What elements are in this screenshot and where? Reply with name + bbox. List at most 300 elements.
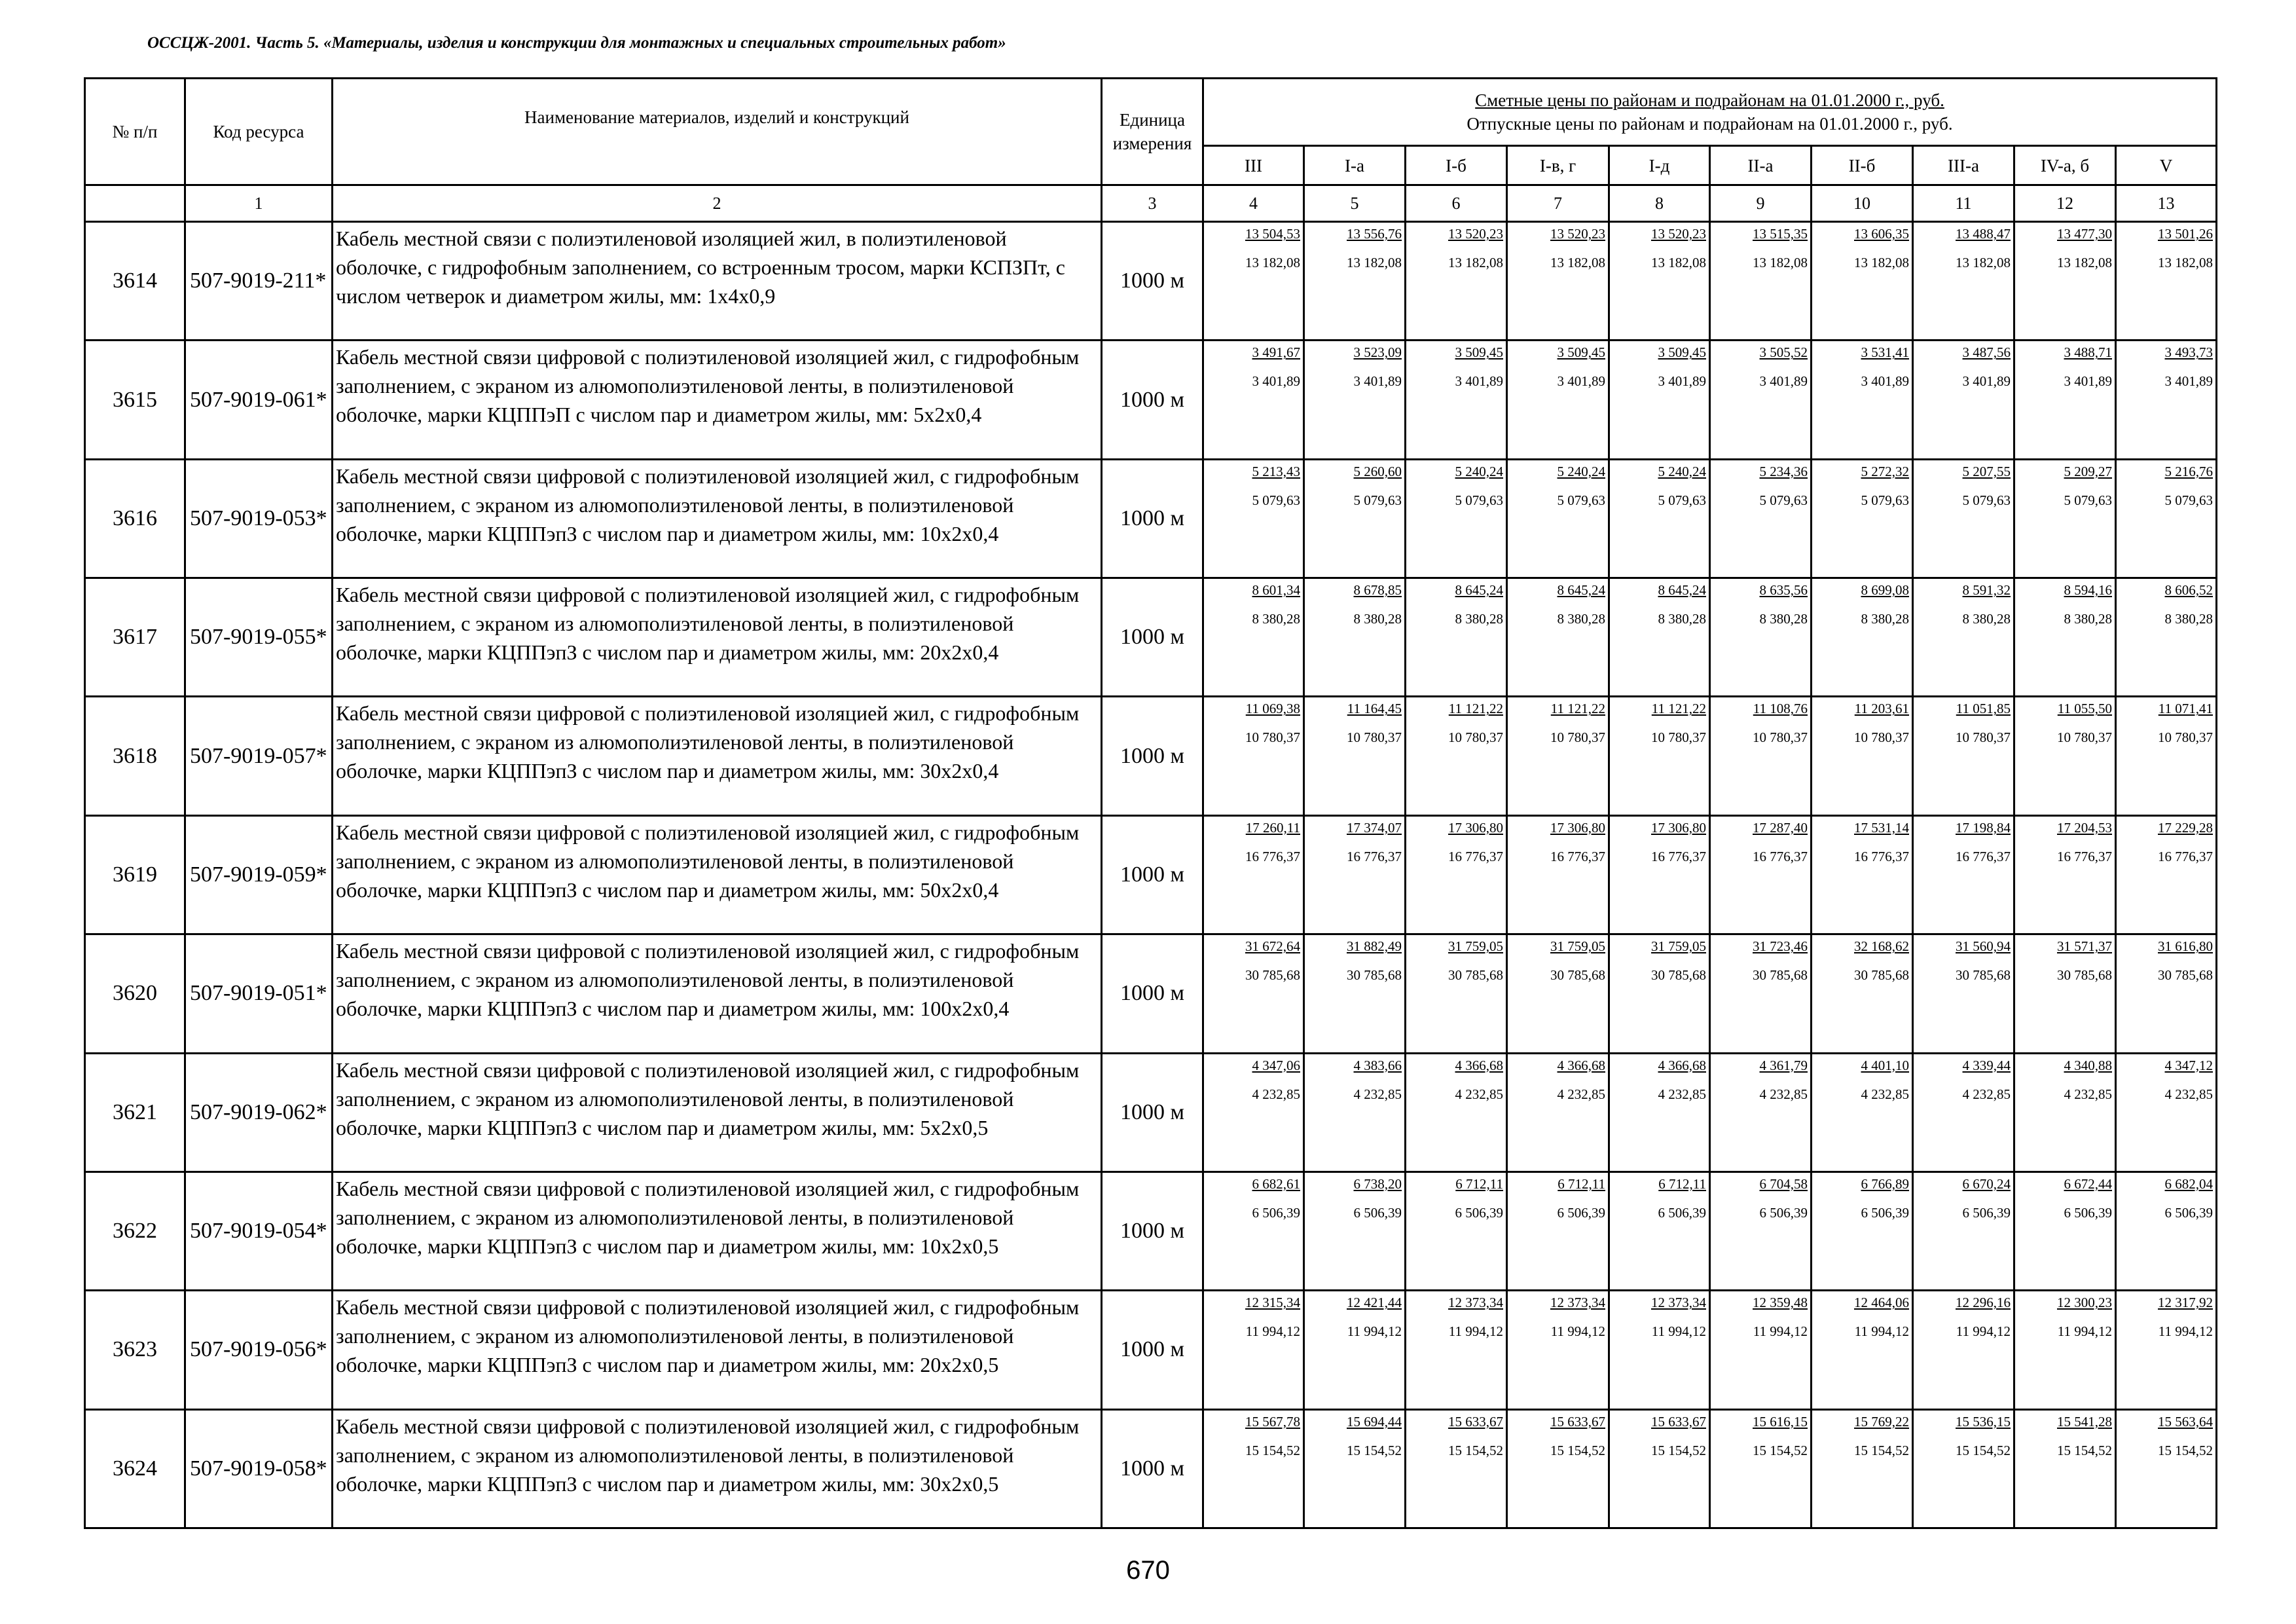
row-number: 3623 [85,1291,185,1409]
price-cell [2014,1053,2116,1172]
material-name: Кабель местной связи цифровой с полиэтиленовой изоляцией жил, с гидрофобным заполнением, с экраном из алюмополиэтиленовой ленты, в полиэтиленовой оболочке, марки КЦППэпЗ с числом пар и диаметром жилы, мм: 10х2х0,5 [333,1172,1102,1290]
unit-of-measure: 1000 м [1102,459,1203,578]
estimate-price: 12 373,34 [1550,1295,1605,1311]
release-price: 30 785,68 [1347,967,1402,984]
row-number: 3622 [85,1172,185,1290]
estimate-price: 11 203,61 [1854,701,1909,717]
estimate-price: 4 366,68 [1455,1057,1503,1073]
estimate-price: 4 366,68 [1557,1057,1605,1073]
header-resource-code: Код ресурса [185,79,333,185]
estimate-price: 13 504,53 [1245,226,1300,242]
release-price: 16 776,37 [1854,848,1909,864]
price-cell [1507,1053,1609,1172]
unit-of-measure: 1000 м [1102,1053,1203,1172]
release-price: 15 154,52 [1245,1442,1300,1458]
column-index: 2 [333,185,1102,222]
price-cell [1304,1291,1406,1409]
row-number: 3624 [85,1409,185,1528]
release-price: 4 232,85 [1353,1086,1402,1102]
release-price: 13 182,08 [1651,255,1706,270]
table-row [85,222,2217,341]
price-cell [1203,815,1304,934]
estimate-price: 12 300,23 [2057,1295,2112,1311]
price-cell [1203,697,1304,815]
release-price: 10 780,37 [1245,729,1300,746]
estimate-price: 31 759,05 [1550,938,1605,955]
release-price: 10 780,37 [1956,729,2011,746]
price-cell [1913,1409,2014,1528]
estimate-price: 31 723,46 [1753,938,1808,955]
estimate-price: 31 882,49 [1347,938,1402,955]
estimate-price: 5 240,24 [1557,463,1605,479]
price-cell [1913,815,2014,934]
price-cell [1710,1291,1812,1409]
release-price: 11 994,12 [1448,1323,1503,1340]
price-cell [1710,578,1812,697]
price-cell [1913,1291,2014,1409]
estimate-price: 17 198,84 [1956,819,2011,836]
estimate-price: 17 287,40 [1753,819,1808,836]
estimate-price: 12 421,44 [1347,1295,1402,1311]
price-cell [1609,459,1710,578]
price-cell [1203,1291,1304,1409]
estimate-price: 4 340,88 [2064,1057,2112,1073]
release-price: 5 079,63 [1658,492,1706,508]
unit-of-measure: 1000 м [1102,341,1203,459]
price-cell [1203,1409,1304,1528]
release-price: 11 994,12 [1854,1323,1909,1340]
column-index: 6 [1406,185,1507,222]
material-name: Кабель местной связи цифровой с полиэтиленовой изоляцией жил, с гидрофобным заполнением, с экраном из алюмополиэтиленовой ленты, в полиэтиленовой оболочке, марки КЦППэпЗ с числом пар и диаметром жилы, мм: 10х2х0,4 [333,459,1102,578]
unit-of-measure: 1000 м [1102,815,1203,934]
price-cell [1304,341,1406,459]
table-row [85,934,2217,1053]
table-row [85,1409,2217,1528]
row-number: 3616 [85,459,185,578]
estimate-price: 12 315,34 [1245,1295,1300,1311]
column-index: 8 [1609,185,1710,222]
estimate-price: 8 594,16 [2064,582,2112,599]
price-cell [1812,222,1913,341]
release-price: 10 780,37 [1448,729,1503,746]
price-cell [2014,341,2116,459]
price-cell [1710,222,1812,341]
estimate-price: 15 633,67 [1448,1413,1503,1430]
row-number: 3614 [85,222,185,341]
release-price: 5 079,63 [1353,492,1402,508]
material-name: Кабель местной связи цифровой с полиэтиленовой изоляцией жил, с гидрофобным заполнением, с экраном из алюмополиэтиленовой ленты, в полиэтиленовой оболочке, марки КЦППэП с числом пар и диаметром жилы, мм: 5х2х0,4 [333,341,1102,459]
release-price: 16 776,37 [1245,848,1300,864]
estimate-price: 15 541,28 [2057,1413,2112,1430]
estimate-price: 8 591,32 [1962,582,2011,599]
release-price: 16 776,37 [2158,848,2213,864]
release-price: 16 776,37 [1753,848,1808,864]
release-price: 10 780,37 [2057,729,2112,746]
price-cell [1609,934,1710,1053]
price-cell [1507,341,1609,459]
estimate-price: 4 366,68 [1658,1057,1706,1073]
release-price: 13 182,08 [2158,255,2213,270]
column-index: 13 [2116,185,2217,222]
release-price: 4 232,85 [2164,1086,2213,1102]
release-price: 15 154,52 [2057,1442,2112,1458]
header-estimate-prices: Сметные цены по районам и подрайонам на 01.01.2000 г., руб. [1475,90,1944,110]
estimate-price: 8 606,52 [2164,582,2213,599]
release-price: 16 776,37 [1550,848,1605,864]
price-cell [1507,222,1609,341]
estimate-price: 6 670,24 [1962,1175,2011,1192]
price-cell [2116,934,2217,1053]
price-cell [1507,1291,1609,1409]
estimate-price: 3 488,71 [2064,344,2112,361]
unit-of-measure: 1000 м [1102,934,1203,1053]
release-price: 6 506,39 [1861,1204,1909,1221]
estimate-price: 5 209,27 [2064,463,2112,479]
estimate-price: 6 766,89 [1861,1175,1909,1192]
release-price: 8 380,28 [1557,611,1605,627]
price-cell [2116,1409,2217,1528]
price-cell [1304,1172,1406,1290]
price-cell [1203,578,1304,697]
price-cell [1812,1053,1913,1172]
release-price: 8 380,28 [1658,611,1706,627]
price-cell [1406,1291,1507,1409]
price-cell [2116,459,2217,578]
estimate-price: 6 682,04 [2164,1175,2213,1192]
price-cell [1406,697,1507,815]
release-price: 13 182,08 [1854,255,1909,270]
price-cell [2116,697,2217,815]
estimate-price: 31 759,05 [1651,938,1706,955]
estimate-price: 31 560,94 [1956,938,2011,955]
release-price: 11 994,12 [1651,1323,1706,1340]
running-head: ОССЦЖ-2001. Часть 5. «Материалы, изделия и конструкции для монтажных и специальных строительных работ» [147,34,1006,52]
header-unit: Единица измерения [1102,79,1203,185]
price-cell [2014,934,2116,1053]
price-cell [1710,459,1812,578]
release-price: 11 994,12 [1347,1323,1402,1340]
release-price: 5 079,63 [1861,492,1909,508]
price-cell [2116,222,2217,341]
release-price: 30 785,68 [1956,967,2011,984]
price-cell [1304,815,1406,934]
release-price: 13 182,08 [1956,255,2011,270]
column-index-blank [85,185,185,222]
estimate-price: 17 306,80 [1651,819,1706,836]
release-price: 4 232,85 [1759,1086,1808,1102]
estimate-price: 6 704,58 [1759,1175,1808,1192]
release-price: 15 154,52 [1753,1442,1808,1458]
price-cell [1203,222,1304,341]
row-number: 3615 [85,341,185,459]
release-price: 3 401,89 [2164,373,2213,390]
estimate-price: 31 672,64 [1245,938,1300,955]
table-row [85,1053,2217,1172]
release-price: 10 780,37 [1753,729,1808,746]
estimate-price: 11 164,45 [1347,701,1402,717]
price-cell [1507,459,1609,578]
release-price: 16 776,37 [1448,848,1503,864]
estimate-price: 31 616,80 [2158,938,2213,955]
price-cell [1913,1053,2014,1172]
estimate-price: 6 738,20 [1353,1175,1402,1192]
release-price: 8 380,28 [1759,611,1808,627]
price-cell [1913,222,2014,341]
estimate-price: 17 204,53 [2057,819,2112,836]
release-price: 3 401,89 [2064,373,2112,390]
release-price: 3 401,89 [1962,373,2011,390]
price-cell [2116,341,2217,459]
release-price: 8 380,28 [1962,611,2011,627]
price-cell [1304,697,1406,815]
release-price: 10 780,37 [2158,729,2213,746]
header-release-prices: Отпускные цены по районам и подрайонам на 01.01.2000 г., руб. [1467,114,1953,134]
estimate-price: 8 699,08 [1861,582,1909,599]
column-index: 11 [1913,185,2014,222]
release-price: 8 380,28 [1353,611,1402,627]
release-price: 6 506,39 [1252,1204,1300,1221]
price-cell [1507,578,1609,697]
column-index: 1 [185,185,333,222]
release-price: 4 232,85 [1861,1086,1909,1102]
release-price: 8 380,28 [1861,611,1909,627]
price-cell [1812,459,1913,578]
price-cell [1812,934,1913,1053]
estimate-price: 11 108,76 [1753,701,1808,717]
release-price: 3 401,89 [1658,373,1706,390]
resource-code: 507-9019-211* [185,222,333,341]
estimate-price: 5 216,76 [2164,463,2213,479]
release-price: 30 785,68 [1550,967,1605,984]
price-cell [1507,697,1609,815]
estimate-price: 8 678,85 [1353,582,1402,599]
estimate-price: 5 260,60 [1353,463,1402,479]
header-row-number: № п/п [85,79,185,185]
price-cell [1609,578,1710,697]
price-cell [2116,1053,2217,1172]
table-row [85,815,2217,934]
release-price: 4 232,85 [1658,1086,1706,1102]
release-price: 5 079,63 [2164,492,2213,508]
material-name: Кабель местной связи цифровой с полиэтиленовой изоляцией жил, с гидрофобным заполнением, с экраном из алюмополиэтиленовой ленты, в полиэтиленовой оболочке, марки КЦППэпЗ с числом пар и диаметром жилы, мм: 30х2х0,4 [333,697,1102,815]
price-cell [1812,815,1913,934]
estimate-price: 4 361,79 [1759,1057,1808,1073]
estimate-price: 15 616,15 [1753,1413,1808,1430]
release-price: 11 994,12 [1956,1323,2011,1340]
release-price: 11 994,12 [2057,1323,2112,1340]
estimate-price: 3 487,56 [1962,344,2011,361]
release-price: 4 232,85 [1962,1086,2011,1102]
column-index: 5 [1304,185,1406,222]
unit-of-measure: 1000 м [1102,578,1203,697]
price-cell [2116,578,2217,697]
release-price: 8 380,28 [1252,611,1300,627]
estimate-price: 3 493,73 [2164,344,2213,361]
release-price: 6 506,39 [2164,1204,2213,1221]
price-cell [1609,1053,1710,1172]
release-price: 6 506,39 [1759,1204,1808,1221]
release-price: 11 994,12 [2158,1323,2213,1340]
column-index: 4 [1203,185,1304,222]
release-price: 3 401,89 [1557,373,1605,390]
release-price: 15 154,52 [1550,1442,1605,1458]
release-price: 15 154,52 [2158,1442,2213,1458]
estimate-price: 17 229,28 [2158,819,2213,836]
estimate-price: 11 069,38 [1245,701,1300,717]
material-name: Кабель местной связи цифровой с полиэтиленовой изоляцией жил, с гидрофобным заполнением, с экраном из алюмополиэтиленовой ленты, в полиэтиленовой оболочке, марки КЦППэпЗ с числом пар и диаметром жилы, мм: 20х2х0,5 [333,1291,1102,1409]
estimate-price: 5 207,55 [1962,463,2011,479]
release-price: 4 232,85 [1455,1086,1503,1102]
estimate-price: 13 520,23 [1651,226,1706,242]
row-number: 3619 [85,815,185,934]
price-cell [1812,578,1913,697]
estimate-price: 3 491,67 [1252,344,1300,361]
header-district: I-б [1406,146,1507,185]
release-price: 30 785,68 [1753,967,1808,984]
table-row [85,459,2217,578]
price-cell [1609,341,1710,459]
header-district: I-д [1609,146,1710,185]
estimate-price: 6 712,11 [1658,1175,1706,1192]
price-cell [1710,697,1812,815]
price-cell [1812,1409,1913,1528]
release-price: 6 506,39 [1455,1204,1503,1221]
resource-code: 507-9019-053* [185,459,333,578]
estimate-price: 5 240,24 [1455,463,1503,479]
unit-of-measure: 1000 м [1102,1172,1203,1290]
estimate-price: 13 606,35 [1854,226,1909,242]
header-district: V [2116,146,2217,185]
estimate-price: 17 306,80 [1448,819,1503,836]
estimate-price: 15 769,22 [1854,1413,1909,1430]
estimate-price: 6 712,11 [1455,1175,1503,1192]
release-price: 13 182,08 [1245,255,1300,270]
release-price: 5 079,63 [1962,492,2011,508]
release-price: 30 785,68 [1854,967,1909,984]
estimate-price: 15 567,78 [1245,1413,1300,1430]
price-cell [1812,1172,1913,1290]
resource-code: 507-9019-061* [185,341,333,459]
price-cell [1710,341,1812,459]
price-cell [1913,341,2014,459]
price-cell [1812,341,1913,459]
release-price: 13 182,08 [1753,255,1808,270]
price-cell [1203,934,1304,1053]
resource-code: 507-9019-055* [185,578,333,697]
estimate-price: 5 213,43 [1252,463,1300,479]
estimate-price: 15 633,67 [1550,1413,1605,1430]
release-price: 8 380,28 [2064,611,2112,627]
release-price: 30 785,68 [1245,967,1300,984]
price-cell [1913,578,2014,697]
price-cell [1304,934,1406,1053]
release-price: 4 232,85 [1557,1086,1605,1102]
header-district: III [1203,146,1304,185]
column-index: 3 [1102,185,1203,222]
estimate-price: 5 240,24 [1658,463,1706,479]
price-cell [1609,815,1710,934]
price-cell [2014,1409,2116,1528]
price-cell [1304,578,1406,697]
estimate-price: 8 645,24 [1557,582,1605,599]
resource-code: 507-9019-059* [185,815,333,934]
release-price: 16 776,37 [2057,848,2112,864]
resource-code: 507-9019-062* [185,1053,333,1172]
estimate-price: 3 505,52 [1759,344,1808,361]
header-prices-group [1203,79,2217,146]
header-district: II-а [1710,146,1812,185]
release-price: 8 380,28 [1455,611,1503,627]
release-price: 15 154,52 [1956,1442,2011,1458]
price-cell [1812,1291,1913,1409]
release-price: 30 785,68 [1651,967,1706,984]
price-cell [1406,934,1507,1053]
price-cell [1406,578,1507,697]
material-name: Кабель местной связи цифровой с полиэтиленовой изоляцией жил, с гидрофобным заполнением, с экраном из алюмополиэтиленовой ленты, в полиэтиленовой оболочке, марки КЦППэпЗ с числом пар и диаметром жилы, мм: 100х2х0,4 [333,934,1102,1053]
estimate-price: 11 121,22 [1651,701,1706,717]
estimate-price: 13 515,35 [1753,226,1808,242]
release-price: 15 154,52 [1347,1442,1402,1458]
estimate-price: 12 373,34 [1448,1295,1503,1311]
table-row [85,1172,2217,1290]
unit-of-measure: 1000 м [1102,222,1203,341]
material-name: Кабель местной связи цифровой с полиэтиленовой изоляцией жил, с гидрофобным заполнением, с экраном из алюмополиэтиленовой ленты, в полиэтиленовой оболочке, марки КЦППэпЗ с числом пар и диаметром жилы, мм: 5х2х0,5 [333,1053,1102,1172]
release-price: 6 506,39 [1962,1204,2011,1221]
header-material-name: Наименование материалов, изделий и конструкций [333,79,1102,185]
release-price: 3 401,89 [1759,373,1808,390]
estimate-price: 3 509,45 [1455,344,1503,361]
price-cell [1304,1409,1406,1528]
estimate-price: 17 260,11 [1245,819,1300,836]
release-price: 13 182,08 [2057,255,2112,270]
header-district: II-б [1812,146,1913,185]
estimate-price: 13 488,47 [1956,226,2011,242]
estimate-price: 3 531,41 [1861,344,1909,361]
release-price: 6 506,39 [1658,1204,1706,1221]
price-cell [2014,222,2116,341]
estimate-price: 6 712,11 [1558,1175,1605,1192]
release-price: 30 785,68 [2158,967,2213,984]
release-price: 15 154,52 [1651,1442,1706,1458]
release-price: 3 401,89 [1861,373,1909,390]
price-cell [1710,815,1812,934]
price-cell [1406,341,1507,459]
unit-of-measure: 1000 м [1102,1291,1203,1409]
estimate-price: 4 401,10 [1861,1057,1909,1073]
estimate-price: 4 383,66 [1353,1057,1402,1073]
column-index: 10 [1812,185,1913,222]
estimate-price: 6 682,61 [1252,1175,1300,1192]
price-cell [1710,1409,1812,1528]
price-cell [2014,1172,2116,1290]
table-row [85,697,2217,815]
estimate-price: 12 464,06 [1854,1295,1909,1311]
price-cell [2116,1291,2217,1409]
price-cell [1507,934,1609,1053]
price-cell [1406,459,1507,578]
price-cell [1406,1409,1507,1528]
resource-code: 507-9019-056* [185,1291,333,1409]
release-price: 10 780,37 [1651,729,1706,746]
row-number: 3621 [85,1053,185,1172]
material-name: Кабель местной связи цифровой с полиэтиленовой изоляцией жил, с гидрофобным заполнением, с экраном из алюмополиэтиленовой ленты, в полиэтиленовой оболочке, марки КЦППэпЗ с числом пар и диаметром жилы, мм: 20х2х0,4 [333,578,1102,697]
estimate-price: 13 520,23 [1448,226,1503,242]
price-cell [1304,459,1406,578]
release-price: 10 780,37 [1347,729,1402,746]
price-cell [1406,1172,1507,1290]
release-price: 5 079,63 [2064,492,2112,508]
price-cell [1507,815,1609,934]
